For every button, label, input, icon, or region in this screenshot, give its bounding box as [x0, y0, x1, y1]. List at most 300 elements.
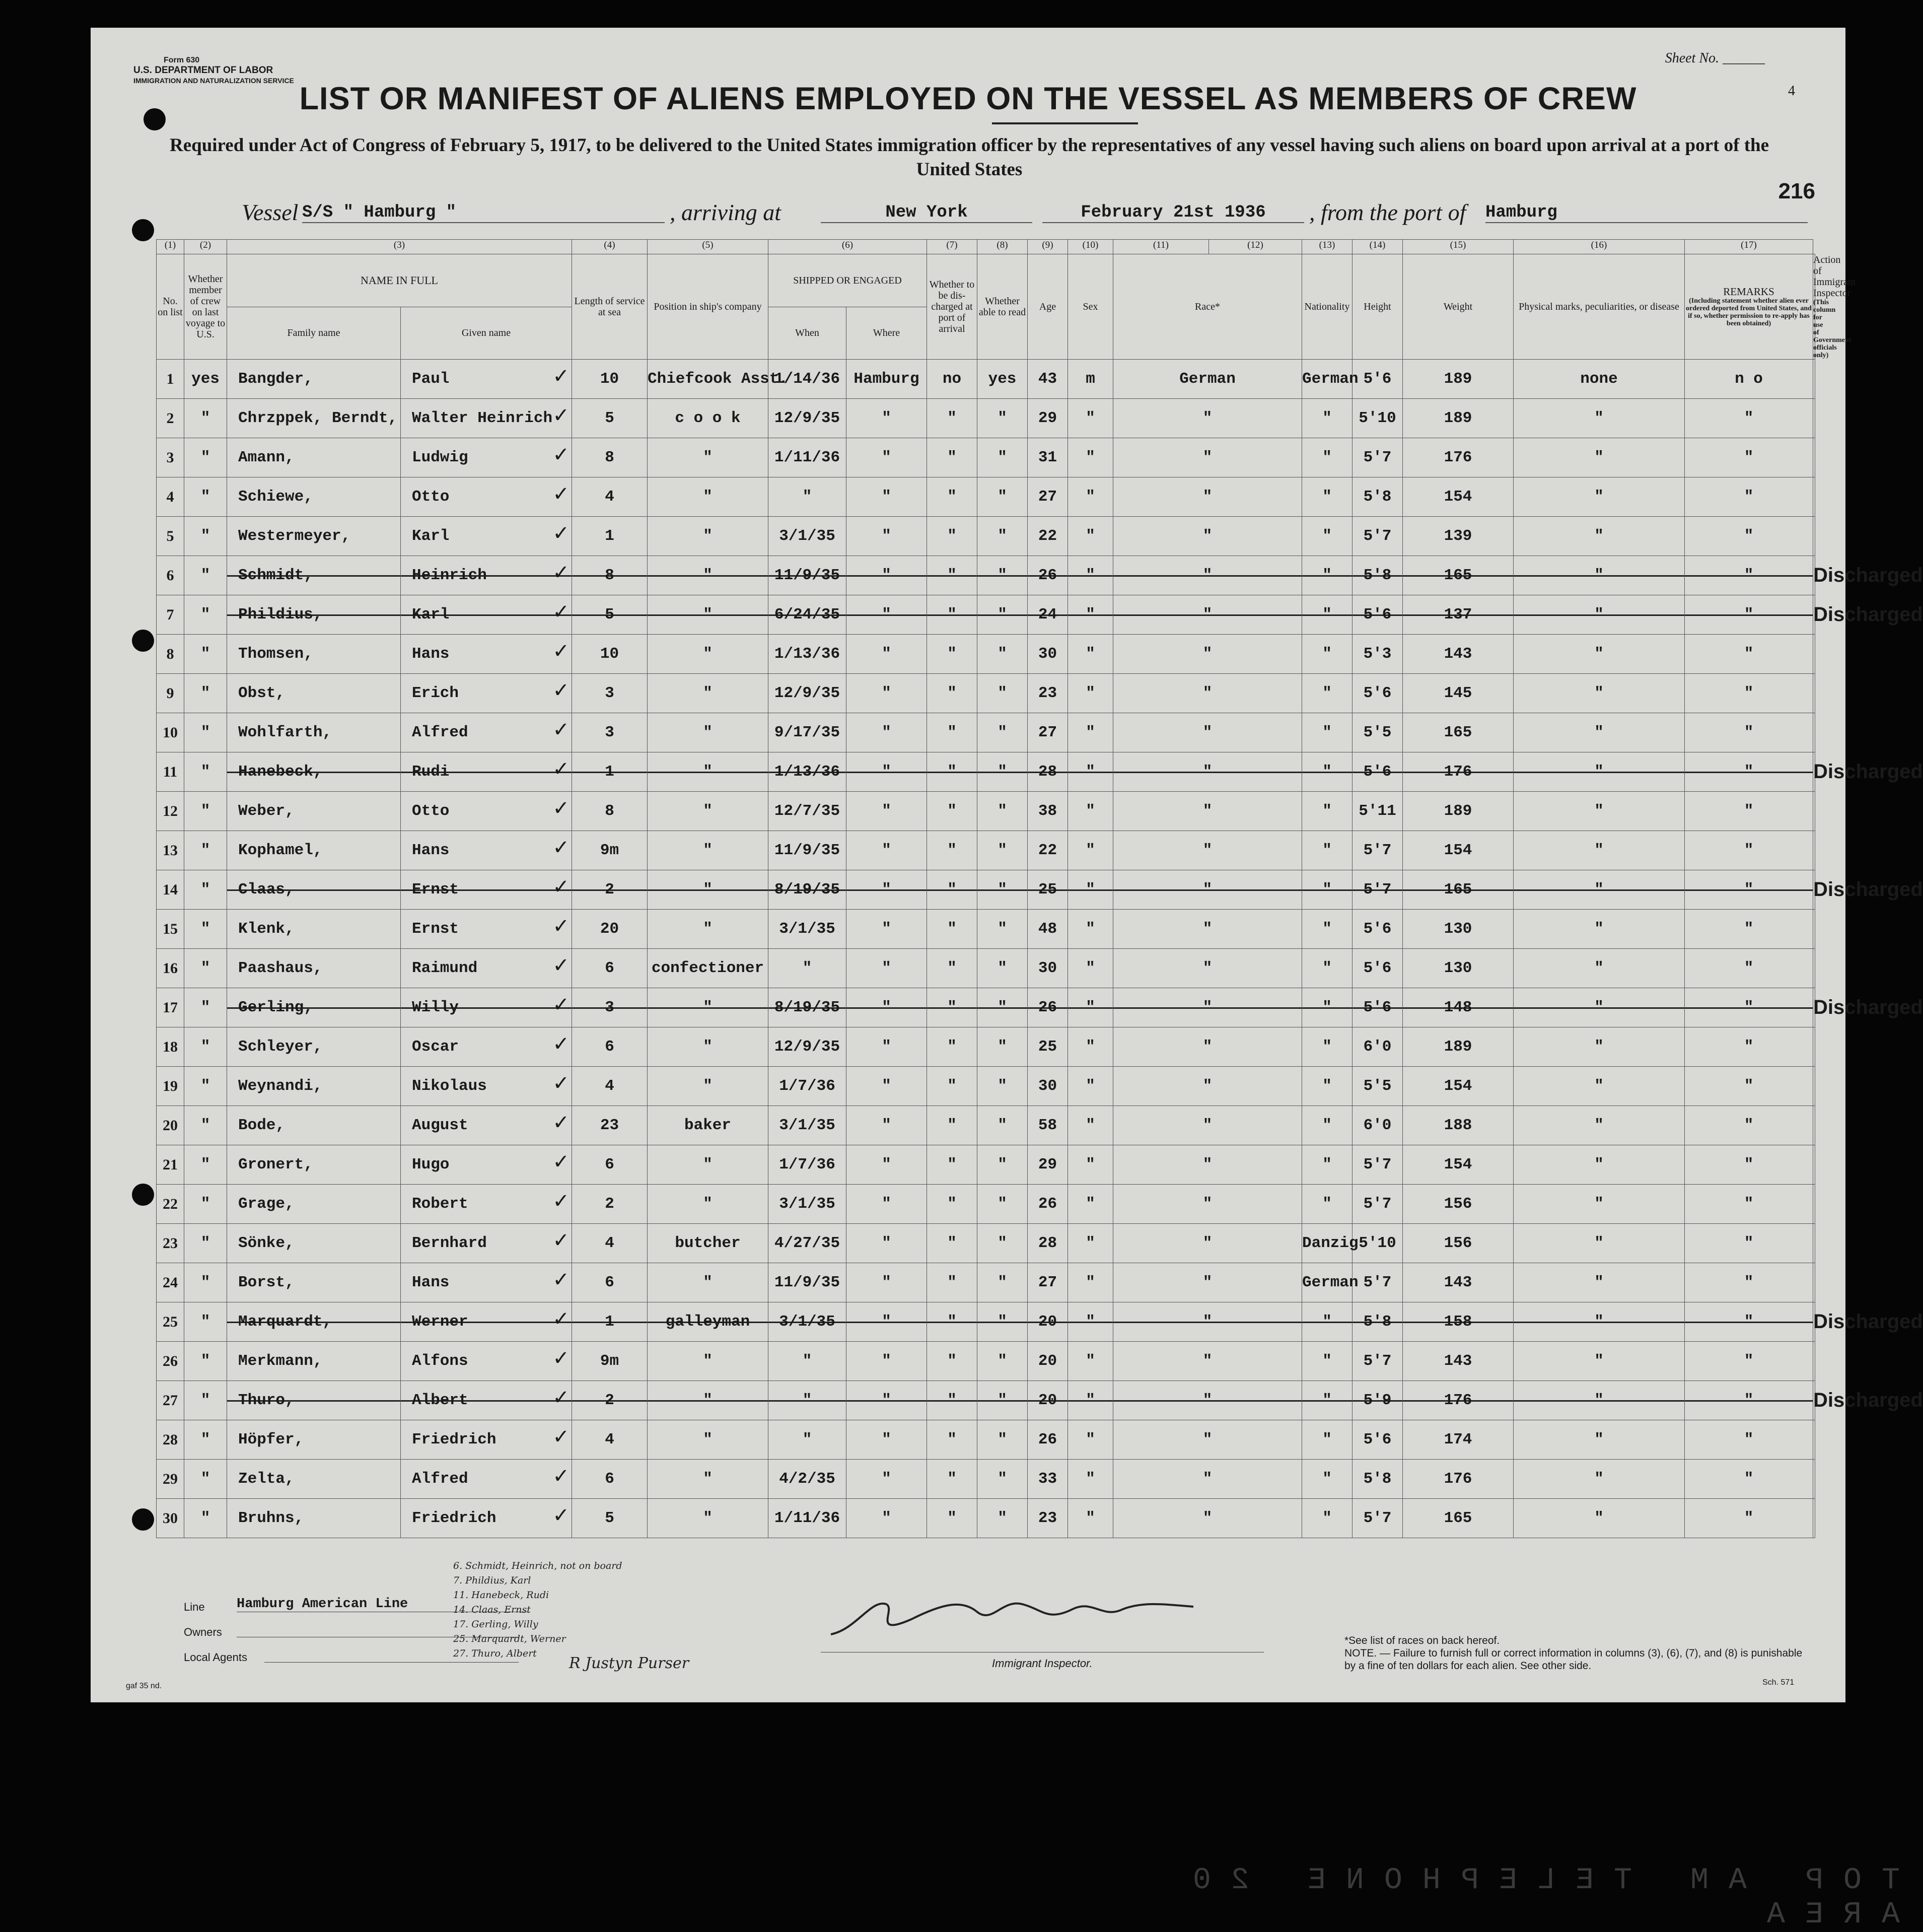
family-name: Wohlfarth, — [227, 713, 401, 752]
ship-position: " — [648, 1027, 768, 1067]
age: 33 — [1028, 1460, 1068, 1499]
weight: 189 — [1403, 360, 1514, 399]
checkmark-icon: ✓ — [552, 1386, 569, 1409]
weight: 189 — [1403, 792, 1514, 831]
shipped-where: " — [846, 1342, 927, 1381]
family-name: Thuro, — [227, 1381, 401, 1420]
age: 30 — [1028, 1067, 1068, 1106]
physical-marks: " — [1514, 477, 1685, 517]
shipped-where: " — [846, 1420, 927, 1460]
discharged-stamp: Discharged — [1813, 761, 1923, 783]
shipped-when: " — [768, 1420, 846, 1460]
header-family-name: Family name — [227, 307, 401, 360]
page-subtitle: Required under Act of Congress of February 5, 1917, to be delivered to the United States immigration officer by the representatives of any vessel having such aliens on board upon arrival at a port of the United States — [169, 135, 1769, 180]
nationality: " — [1302, 438, 1352, 477]
physical-marks: " — [1514, 1420, 1685, 1460]
remarks: " — [1685, 1302, 1813, 1342]
header-given-name: Given name — [401, 307, 572, 360]
checkmark-icon: ✓ — [552, 1072, 569, 1095]
table-row — [157, 1067, 1815, 1106]
given-name: Rudi ✓ — [401, 752, 572, 792]
row-number: 24 — [157, 1263, 184, 1302]
action-title: Action of Immigrant Inspector — [1813, 254, 1856, 299]
row-number: 21 — [157, 1145, 184, 1185]
nationality: " — [1302, 1499, 1352, 1538]
colnum: (11) — [1113, 240, 1209, 254]
inspector-action — [1813, 949, 1815, 988]
inspector-action — [1813, 988, 1923, 1027]
physical-marks: " — [1514, 831, 1685, 870]
remarks: " — [1685, 713, 1813, 752]
row-number: 1 — [157, 360, 184, 399]
shipped-when: 3/1/35 — [768, 517, 846, 556]
able-to-read: " — [977, 870, 1028, 910]
height: 5'6 — [1352, 949, 1403, 988]
table-row — [157, 831, 1815, 870]
header-member: Whether member of crew on last voyage to U.S. — [184, 254, 227, 360]
able-to-read: " — [977, 1067, 1028, 1106]
handwritten-note-line: 14. Claas, Ernst — [453, 1604, 531, 1615]
nationality: " — [1302, 713, 1352, 752]
table-row — [157, 752, 1815, 792]
row-number: 2 — [157, 399, 184, 438]
table-row — [157, 910, 1815, 949]
race: " — [1113, 831, 1302, 870]
table-row — [157, 438, 1815, 477]
inspector-action — [1813, 477, 1815, 517]
nationality: " — [1302, 477, 1352, 517]
inspector-action — [1813, 1263, 1815, 1302]
shipped-when: 8/19/35 — [768, 988, 846, 1027]
nationality: " — [1302, 792, 1352, 831]
height: 5'9 — [1352, 1381, 1403, 1420]
race: " — [1113, 1342, 1302, 1381]
remarks: " — [1685, 517, 1813, 556]
shipped-when: 4/27/35 — [768, 1224, 846, 1263]
able-to-read: " — [977, 1106, 1028, 1145]
nationality: " — [1302, 752, 1352, 792]
race: " — [1113, 1460, 1302, 1499]
ship-position: confectioner — [648, 949, 768, 988]
to-be-discharged: " — [927, 831, 977, 870]
punch-hole — [132, 1184, 154, 1206]
given-name: Ludwig ✓ — [401, 438, 572, 477]
nationality: " — [1302, 1302, 1352, 1342]
weight: 139 — [1403, 517, 1514, 556]
physical-marks: " — [1514, 1027, 1685, 1067]
shipped-where: " — [846, 870, 927, 910]
family-name: Obst, — [227, 674, 401, 713]
inspector-action — [1813, 1106, 1815, 1145]
sex: m — [1068, 360, 1113, 399]
weight: 154 — [1403, 477, 1514, 517]
given-name: Karl ✓ — [401, 595, 572, 635]
ship-position: galleyman — [648, 1302, 768, 1342]
length-of-service: 4 — [572, 477, 648, 517]
age: 29 — [1028, 399, 1068, 438]
race: " — [1113, 1185, 1302, 1224]
handwritten-note-line: 11. Hanebeck, Rudi — [453, 1590, 549, 1601]
physical-marks: " — [1514, 438, 1685, 477]
length-of-service: 6 — [572, 1460, 648, 1499]
inspector-action — [1813, 556, 1923, 595]
race: " — [1113, 438, 1302, 477]
family-name: Gronert, — [227, 1145, 401, 1185]
physical-marks: none — [1514, 360, 1685, 399]
given-name: August ✓ — [401, 1106, 572, 1145]
length-of-service: 5 — [572, 1499, 648, 1538]
ship-position: Chiefcook Asst. — [648, 360, 768, 399]
row-number: 25 — [157, 1302, 184, 1342]
punch-hole — [144, 108, 166, 130]
title-underline — [992, 122, 1138, 124]
inspector-action — [1813, 517, 1815, 556]
shipped-when: 3/1/35 — [768, 1302, 846, 1342]
height: 5'6 — [1352, 595, 1403, 635]
able-to-read: " — [977, 595, 1028, 635]
shipped-where: " — [846, 713, 927, 752]
action-note: (This column for use of Government officials only) — [1813, 299, 1851, 359]
member-last-voyage: " — [184, 831, 227, 870]
given-name: Walter Heinrich ✓ — [401, 399, 572, 438]
remarks: " — [1685, 910, 1813, 949]
height: 6'0 — [1352, 1027, 1403, 1067]
remarks-title: REMARKS — [1723, 286, 1774, 298]
table-row — [157, 1224, 1815, 1263]
header-nationality: Nationality — [1302, 254, 1352, 360]
remarks: " — [1685, 399, 1813, 438]
row-number: 22 — [157, 1185, 184, 1224]
length-of-service: 23 — [572, 1106, 648, 1145]
row-number: 9 — [157, 674, 184, 713]
ship-position: " — [648, 1342, 768, 1381]
race: " — [1113, 635, 1302, 674]
shipped-when: 1/14/36 — [768, 360, 846, 399]
length-of-service: 8 — [572, 792, 648, 831]
member-last-voyage: " — [184, 1027, 227, 1067]
height: 5'6 — [1352, 910, 1403, 949]
age: 22 — [1028, 831, 1068, 870]
colnum: (10) — [1068, 240, 1113, 254]
inspector-label: Immigrant Inspector. — [992, 1657, 1093, 1670]
sex: " — [1068, 792, 1113, 831]
checkmark-icon: ✓ — [552, 1150, 569, 1174]
weight: 165 — [1403, 556, 1514, 595]
row-number: 20 — [157, 1106, 184, 1145]
row-number: 13 — [157, 831, 184, 870]
ship-position: " — [648, 988, 768, 1027]
able-to-read: " — [977, 1302, 1028, 1342]
family-name: Chrzppek, Berndt, — [227, 399, 401, 438]
race: " — [1113, 595, 1302, 635]
race: " — [1113, 1145, 1302, 1185]
weight: 176 — [1403, 1460, 1514, 1499]
agents-label: Local Agents — [184, 1651, 247, 1664]
ship-position: " — [648, 910, 768, 949]
sex: " — [1068, 988, 1113, 1027]
colnum: (9) — [1028, 240, 1068, 254]
colnum: (15) — [1403, 240, 1514, 254]
shipped-where: " — [846, 1027, 927, 1067]
ship-position: " — [648, 1185, 768, 1224]
vessel-info-row — [91, 199, 1845, 234]
legal-note: NOTE. — Failure to furnish full or correct information in columns (3), (6), (7), and (8) is punishable by a fine of ten dollars for each alien. See other side. — [1344, 1647, 1803, 1672]
age: 30 — [1028, 635, 1068, 674]
nationality: " — [1302, 1460, 1352, 1499]
member-last-voyage: " — [184, 595, 227, 635]
shipped-when: 12/9/35 — [768, 1027, 846, 1067]
table-row — [157, 674, 1815, 713]
given-name: Karl ✓ — [401, 517, 572, 556]
colnum: (6) — [768, 240, 927, 254]
shipped-where: " — [846, 438, 927, 477]
table-row — [157, 1381, 1815, 1420]
ship-position: " — [648, 556, 768, 595]
weight: 158 — [1403, 1302, 1514, 1342]
colnum: (12) — [1209, 240, 1302, 254]
row-number: 28 — [157, 1420, 184, 1460]
shipped-when: 9/17/35 — [768, 713, 846, 752]
member-last-voyage: " — [184, 792, 227, 831]
sex: " — [1068, 1106, 1113, 1145]
member-last-voyage: " — [184, 1381, 227, 1420]
height: 5'3 — [1352, 635, 1403, 674]
checkmark-icon: ✓ — [552, 1504, 569, 1527]
row-number: 29 — [157, 1460, 184, 1499]
family-name: Hanebeck, — [227, 752, 401, 792]
age: 29 — [1028, 1145, 1068, 1185]
member-last-voyage: " — [184, 1460, 227, 1499]
table-row — [157, 1263, 1815, 1302]
able-to-read: " — [977, 1499, 1028, 1538]
to-be-discharged: " — [927, 1302, 977, 1342]
colnum: (17) — [1685, 240, 1813, 254]
shipped-when: 1/7/36 — [768, 1067, 846, 1106]
able-to-read: " — [977, 399, 1028, 438]
given-name: Ernst ✓ — [401, 910, 572, 949]
header-no: No. on list — [157, 254, 184, 360]
colnum: (14) — [1352, 240, 1403, 254]
member-last-voyage: " — [184, 1263, 227, 1302]
remarks: " — [1685, 988, 1813, 1027]
ship-position: " — [648, 870, 768, 910]
able-to-read: " — [977, 713, 1028, 752]
row-number: 8 — [157, 635, 184, 674]
to-be-discharged: " — [927, 988, 977, 1027]
race: " — [1113, 517, 1302, 556]
nationality: " — [1302, 1420, 1352, 1460]
member-last-voyage: " — [184, 1067, 227, 1106]
ship-position: " — [648, 517, 768, 556]
sex: " — [1068, 674, 1113, 713]
arriving-port: New York — [821, 203, 1032, 223]
footer — [91, 1561, 1845, 1702]
row-number: 27 — [157, 1381, 184, 1420]
length-of-service: 1 — [572, 517, 648, 556]
physical-marks: " — [1514, 1224, 1685, 1263]
checkmark-icon: ✓ — [552, 836, 569, 859]
colnum: (1) — [157, 240, 184, 254]
inspector-action — [1813, 1499, 1815, 1538]
sex: " — [1068, 1381, 1113, 1420]
member-last-voyage: " — [184, 1342, 227, 1381]
length-of-service: 4 — [572, 1067, 648, 1106]
physical-marks: " — [1514, 595, 1685, 635]
discharged-stamp: Discharged — [1813, 603, 1923, 626]
checkmark-icon: ✓ — [552, 1465, 569, 1488]
family-name: Höpfer, — [227, 1420, 401, 1460]
height: 5'10 — [1352, 1224, 1403, 1263]
physical-marks: " — [1514, 1106, 1685, 1145]
race: " — [1113, 713, 1302, 752]
header-action — [1813, 254, 1856, 360]
handwritten-note-line: 27. Thuro, Albert — [453, 1648, 537, 1659]
given-name: Otto ✓ — [401, 477, 572, 517]
line-value: Hamburg American Line — [237, 1597, 529, 1612]
ship-position: " — [648, 1381, 768, 1420]
able-to-read: " — [977, 910, 1028, 949]
family-name: Bode, — [227, 1106, 401, 1145]
to-be-discharged: " — [927, 1342, 977, 1381]
race: " — [1113, 1499, 1302, 1538]
family-name: Westermeyer, — [227, 517, 401, 556]
sex: " — [1068, 831, 1113, 870]
shipped-when: 6/24/35 — [768, 595, 846, 635]
weight: 143 — [1403, 1342, 1514, 1381]
colnum: (8) — [977, 240, 1028, 254]
to-be-discharged: " — [927, 1460, 977, 1499]
weight: 176 — [1403, 438, 1514, 477]
able-to-read: " — [977, 949, 1028, 988]
inspector-action — [1813, 1342, 1815, 1381]
member-last-voyage: " — [184, 988, 227, 1027]
remarks: " — [1685, 752, 1813, 792]
length-of-service: 1 — [572, 1302, 648, 1342]
department-name: U.S. DEPARTMENT OF LABOR — [133, 65, 273, 76]
remarks: " — [1685, 556, 1813, 595]
inspector-action — [1813, 1027, 1815, 1067]
height: 5'8 — [1352, 477, 1403, 517]
to-be-discharged: " — [927, 1420, 977, 1460]
sex: " — [1068, 870, 1113, 910]
able-to-read: " — [977, 438, 1028, 477]
checkmark-icon: ✓ — [552, 915, 569, 938]
physical-marks: " — [1514, 870, 1685, 910]
shipped-where: " — [846, 1381, 927, 1420]
sex: " — [1068, 1263, 1113, 1302]
height: 5'5 — [1352, 1067, 1403, 1106]
checkmark-icon: ✓ — [552, 679, 569, 702]
ship-position: " — [648, 1420, 768, 1460]
height: 5'6 — [1352, 752, 1403, 792]
given-name: Hugo ✓ — [401, 1145, 572, 1185]
inspector-action — [1813, 870, 1923, 910]
table-row — [157, 595, 1815, 635]
able-to-read: " — [977, 1263, 1028, 1302]
height: 5'6 — [1352, 1420, 1403, 1460]
length-of-service: 5 — [572, 595, 648, 635]
family-name: Schmidt, — [227, 556, 401, 595]
weight: 189 — [1403, 1027, 1514, 1067]
row-number: 26 — [157, 1342, 184, 1381]
member-last-voyage: " — [184, 870, 227, 910]
inspector-signature — [811, 1589, 1264, 1644]
able-to-read: " — [977, 674, 1028, 713]
table-row — [157, 1460, 1815, 1499]
shipped-when: 8/19/35 — [768, 870, 846, 910]
physical-marks: " — [1514, 674, 1685, 713]
nationality: " — [1302, 399, 1352, 438]
family-name: Klenk, — [227, 910, 401, 949]
length-of-service: 2 — [572, 870, 648, 910]
age: 22 — [1028, 517, 1068, 556]
shipped-where: " — [846, 831, 927, 870]
given-name: Hans ✓ — [401, 635, 572, 674]
able-to-read: " — [977, 556, 1028, 595]
row-number: 17 — [157, 988, 184, 1027]
length-of-service: 9m — [572, 1342, 648, 1381]
row-number: 14 — [157, 870, 184, 910]
physical-marks: " — [1514, 988, 1685, 1027]
family-name: Kophamel, — [227, 831, 401, 870]
shipped-where: " — [846, 949, 927, 988]
inspector-action — [1813, 792, 1815, 831]
family-name: Bangder, — [227, 360, 401, 399]
height: 5'6 — [1352, 674, 1403, 713]
ship-position: c o o k — [648, 399, 768, 438]
nationality: " — [1302, 1027, 1352, 1067]
member-last-voyage: " — [184, 399, 227, 438]
height: 5'6 — [1352, 988, 1403, 1027]
inspector-action — [1813, 1185, 1815, 1224]
remarks: " — [1685, 438, 1813, 477]
family-name: Merkmann, — [227, 1342, 401, 1381]
weight: 156 — [1403, 1185, 1514, 1224]
member-last-voyage: " — [184, 517, 227, 556]
row-number: 12 — [157, 792, 184, 831]
height: 5'5 — [1352, 713, 1403, 752]
discharged-stamp: Discharged — [1813, 564, 1923, 586]
length-of-service: 1 — [572, 752, 648, 792]
inspector-action — [1813, 1302, 1923, 1342]
race: " — [1113, 1420, 1302, 1460]
table-row — [157, 949, 1815, 988]
sex: " — [1068, 752, 1113, 792]
given-name: Ernst ✓ — [401, 870, 572, 910]
print-code: gaf 35 nd. — [126, 1682, 162, 1690]
ship-position: " — [648, 792, 768, 831]
punch-hole — [132, 630, 154, 652]
row-number: 4 — [157, 477, 184, 517]
ship-position: " — [648, 595, 768, 635]
nationality: " — [1302, 635, 1352, 674]
given-name: Friedrich ✓ — [401, 1499, 572, 1538]
able-to-read: " — [977, 1460, 1028, 1499]
to-be-discharged: " — [927, 1224, 977, 1263]
checkmark-icon: ✓ — [552, 443, 569, 466]
physical-marks: " — [1514, 1460, 1685, 1499]
checkmark-icon: ✓ — [552, 404, 569, 427]
shipped-when: 3/1/35 — [768, 1185, 846, 1224]
able-to-read: " — [977, 988, 1028, 1027]
member-last-voyage: " — [184, 910, 227, 949]
header-discharged: Whether to be dis-charged at port of arrival — [927, 254, 977, 360]
able-to-read: " — [977, 477, 1028, 517]
ship-position: " — [648, 477, 768, 517]
inspector-action — [1813, 1460, 1815, 1499]
length-of-service: 5 — [572, 399, 648, 438]
header-name-in-full: NAME IN FULL — [227, 254, 572, 307]
